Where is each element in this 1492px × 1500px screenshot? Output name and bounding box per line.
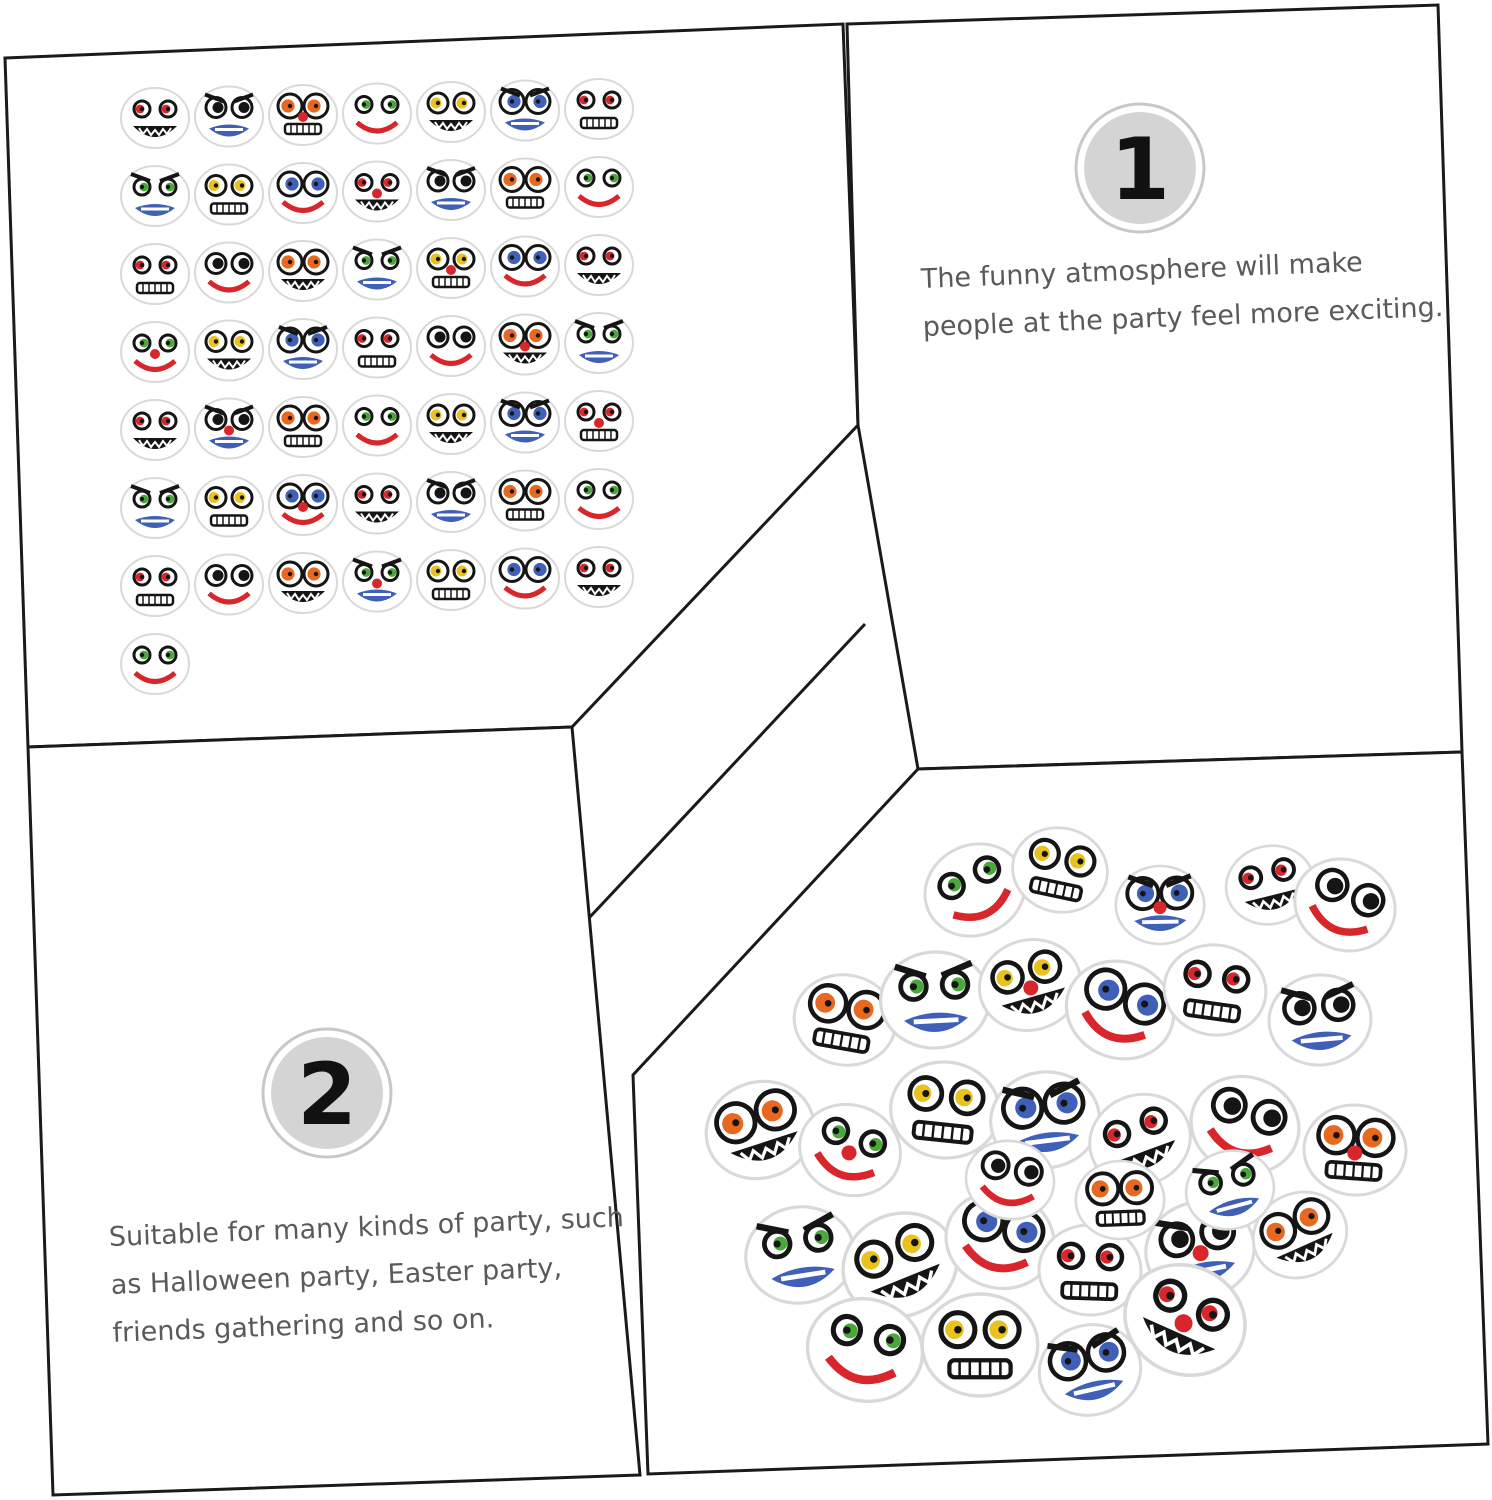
- sticker-face: [417, 82, 485, 142]
- sticker-face: [343, 396, 411, 456]
- sticker-face: [121, 166, 189, 226]
- sticker-face: [1074, 1159, 1165, 1240]
- sticker-face: [417, 316, 485, 376]
- feature-badge-1: [1076, 104, 1204, 232]
- sticker-face: [417, 394, 485, 454]
- feature-caption-2: [108, 1194, 628, 1358]
- sticker-face: [269, 397, 337, 457]
- sticker-face: [491, 471, 559, 531]
- sticker-face: [269, 163, 337, 223]
- sticker-face: [121, 400, 189, 460]
- sticker-face: [417, 160, 485, 220]
- sticker-face: [565, 313, 633, 373]
- sticker-face: [343, 84, 411, 144]
- sticker-face: [417, 472, 485, 532]
- sticker-face: [121, 88, 189, 148]
- sticker-face: [195, 321, 263, 381]
- sticker-face: [491, 237, 559, 297]
- sticker-face: [343, 552, 411, 612]
- sticker-face: [195, 165, 263, 225]
- feature-badge-1-number: 1: [1110, 120, 1170, 220]
- sticker-face: [417, 550, 485, 610]
- sticker-face: [565, 547, 633, 607]
- sticker-face: [565, 157, 633, 217]
- sticker-face: [565, 469, 633, 529]
- sticker-face: [195, 399, 263, 459]
- sticker-face: [121, 556, 189, 616]
- sticker-face: [491, 315, 559, 375]
- sticker-face: [195, 87, 263, 147]
- sticker-face: [121, 634, 189, 694]
- sticker-face: [195, 555, 263, 615]
- feature-caption-2-line: as Halloween party, Easter party,: [110, 1252, 563, 1301]
- sticker-face: [195, 477, 263, 537]
- sticker-face: [565, 79, 633, 139]
- sticker-face: [195, 243, 263, 303]
- feature-badge-2-number: 2: [297, 1045, 357, 1145]
- sticker-face: [1115, 865, 1205, 945]
- sticker-face: [922, 1294, 1038, 1396]
- feature-caption-2-line: Suitable for many kinds of party, such: [108, 1202, 625, 1253]
- sticker-face: [269, 241, 337, 301]
- sticker-face: [491, 159, 559, 219]
- sticker-face: [121, 322, 189, 382]
- sticker-face: [565, 391, 633, 451]
- sticker-face: [269, 553, 337, 613]
- sticker-face: [269, 475, 337, 535]
- sticker-face: [269, 319, 337, 379]
- sticker-face: [121, 244, 189, 304]
- sticker-face: [121, 478, 189, 538]
- feature-caption-1: [920, 236, 1444, 352]
- sticker-face: [343, 162, 411, 222]
- sticker-face: [343, 240, 411, 300]
- sticker-face: [565, 235, 633, 295]
- sticker-face: [491, 549, 559, 609]
- sticker-face: [417, 238, 485, 298]
- feature-badge-2: [263, 1029, 391, 1157]
- feature-caption-1-line: people at the party feel more exciting.: [922, 291, 1444, 343]
- sticker-face: [343, 318, 411, 378]
- feature-caption-2-line: friends gathering and so on.: [111, 1303, 495, 1349]
- sticker-face: [269, 85, 337, 145]
- sticker-face: [491, 393, 559, 453]
- sticker-face: [491, 81, 559, 141]
- feature-caption-1-line: The funny atmosphere will make: [920, 247, 1364, 295]
- sticker-face: [343, 474, 411, 534]
